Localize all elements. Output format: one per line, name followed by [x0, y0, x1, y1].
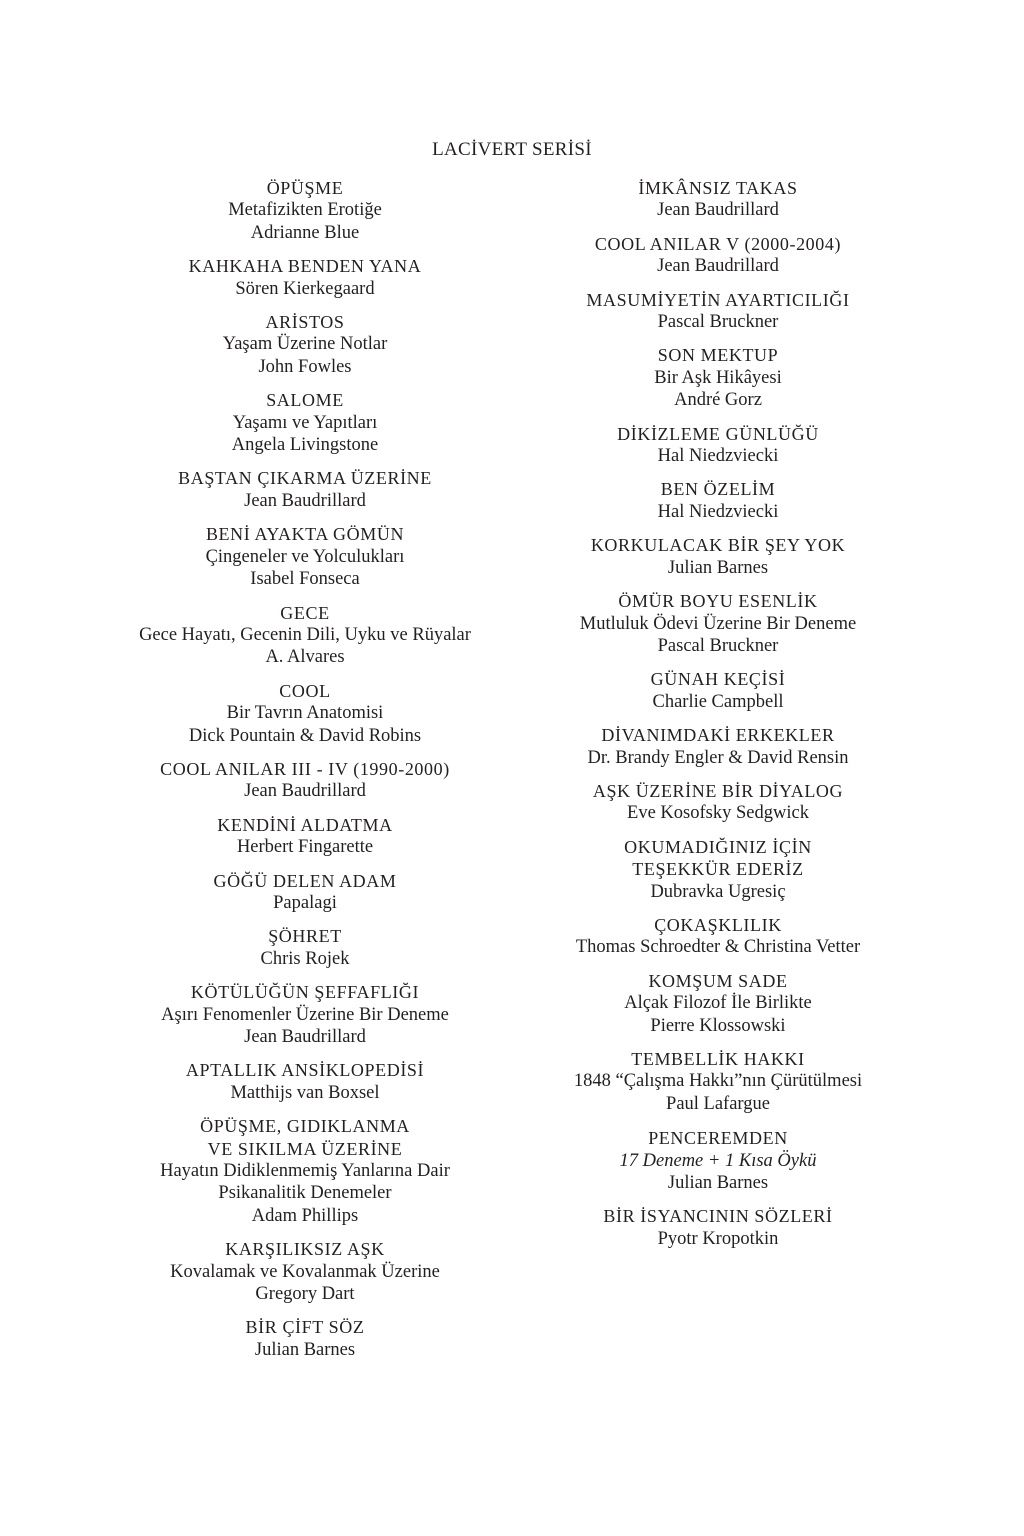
book-subtitle: Metafizikten Erotiğe	[228, 200, 382, 221]
book-author: André Gorz	[674, 390, 762, 411]
book-title: KAHKAHA BENDEN YANA	[188, 256, 422, 277]
book-author: Sören Kierkegaard	[235, 278, 375, 299]
book-subtitle: Psikanalitik Denemeler	[218, 1183, 392, 1204]
book-entry	[508, 233, 928, 278]
book-entry	[508, 478, 928, 523]
book-subtitle: Mutluluk Ödevi Üzerine Bir Deneme	[579, 613, 857, 634]
book-author: Chris Rojek	[260, 948, 350, 969]
book-subtitle: 17 Deneme + 1 Kısa Öykü	[619, 1150, 817, 1171]
book-entry	[95, 680, 515, 747]
book-entry	[508, 590, 928, 657]
book-entry	[95, 467, 515, 512]
book-entry	[95, 870, 515, 915]
book-entry	[508, 289, 928, 334]
book-title: DİVANIMDAKİ ERKEKLER	[601, 725, 835, 746]
book-author: Jean Baudrillard	[244, 1027, 366, 1047]
book-entry	[508, 344, 928, 411]
book-author: Angela Livingstone	[231, 435, 379, 456]
book-author: Dr. Brandy Engler & David Rensin	[587, 747, 849, 768]
book-author: Gregory Dart	[255, 1284, 355, 1305]
book-author: Pierre Klossowski	[650, 1015, 786, 1036]
book-author: A. Alvares	[265, 647, 345, 668]
book-author: Eve Kosofsky Sedgwick	[627, 803, 809, 824]
book-author: Matthijs van Boxsel	[230, 1082, 380, 1103]
book-title: COOL ANILAR V (2000-2004)	[594, 233, 842, 254]
book-title: GECE	[280, 602, 330, 623]
book-entry	[508, 836, 928, 903]
book-title: AŞK ÜZERİNE BİR DİYALOG	[592, 780, 844, 801]
book-title: OKUMADIĞINIZ İÇİN	[624, 836, 812, 857]
book-subtitle: Gece Hayatı, Gecenin Dili, Uyku ve Rüyalar	[139, 624, 471, 645]
book-author: Pascal Bruckner	[657, 635, 779, 656]
book-entry	[95, 758, 515, 803]
book-author: Thomas Schroedter & Christina Vetter	[575, 937, 861, 958]
book-entry	[95, 523, 515, 590]
book-title: GÜNAH KEÇİSİ	[650, 669, 786, 690]
book-entry	[508, 177, 928, 222]
book-author: Adrianne Blue	[250, 222, 360, 243]
book-author: Pyotr Kropotkin	[657, 1228, 779, 1249]
book-author: Hal Niedzviecki	[657, 501, 779, 522]
book-title: KARŞILIKSIZ AŞK	[225, 1239, 385, 1260]
book-title: KORKULACAK BİR ŞEY YOK	[590, 535, 846, 556]
book-entry	[508, 1048, 928, 1115]
book-title: MASUMİYETİN AYARTICILIĞI	[586, 289, 850, 310]
book-title: ÖMÜR BOYU ESENLİK	[618, 591, 818, 612]
book-entry	[508, 914, 928, 959]
book-title: SON MEKTUP	[657, 345, 779, 366]
book-author: Herbert Fingarette	[236, 837, 374, 858]
book-title: BAŞTAN ÇIKARMA ÜZERİNE	[178, 468, 432, 489]
book-author: Paul Lafargue	[666, 1093, 770, 1114]
book-subtitle: Hayatın Didiklenmemiş Yanlarına Dair	[160, 1161, 450, 1182]
book-title: DİKİZLEME GÜNLÜĞÜ	[617, 423, 819, 444]
book-entry	[95, 602, 515, 669]
book-author: Jean Baudrillard	[657, 200, 779, 221]
book-entry	[95, 255, 515, 300]
book-title: COOL	[279, 680, 331, 701]
book-author: Julian Barnes	[667, 557, 769, 578]
book-entry	[508, 668, 928, 713]
right-column	[508, 177, 928, 1261]
book-title: KENDİNİ ALDATMA	[217, 814, 393, 835]
book-title: SALOME	[266, 390, 344, 411]
book-title: BİR ÇİFT SÖZ	[245, 1317, 365, 1338]
book-author: Julian Barnes	[254, 1339, 356, 1360]
book-title: TEŞEKKÜR EDERİZ	[632, 859, 804, 880]
book-title: KOMŞUM SADE	[648, 970, 788, 991]
book-entry	[508, 724, 928, 769]
book-subtitle: Yaşamı ve Yapıtları	[232, 412, 378, 433]
book-author: Jean Baudrillard	[657, 256, 779, 277]
book-subtitle: Bir Aşk Hikâyesi	[654, 367, 782, 388]
book-title: ÇOKAŞKLILIK	[654, 914, 782, 935]
book-author: Adam Phillips	[251, 1205, 359, 1226]
book-author: Charlie Campbell	[652, 691, 784, 712]
book-title: KÖTÜLÜĞÜN ŞEFFAFLIĞI	[190, 982, 420, 1003]
book-title: GÖĞÜ DELEN ADAM	[213, 870, 397, 891]
book-subtitle: Yaşam Üzerine Notlar	[222, 334, 388, 355]
book-title: VE SIKILMA ÜZERİNE	[207, 1138, 403, 1159]
book-entry	[95, 177, 515, 244]
book-entry	[508, 1205, 928, 1250]
book-title: İMKÂNSIZ TAKAS	[638, 178, 798, 198]
book-entry	[508, 970, 928, 1037]
book-author: Jean Baudrillard	[244, 490, 366, 511]
book-author: John Fowles	[258, 356, 352, 377]
book-author: Papalagi	[273, 892, 337, 913]
book-title: APTALLIK ANSİKLOPEDİSİ	[185, 1060, 425, 1081]
book-author: Isabel Fonseca	[250, 569, 360, 590]
book-author: Julian Barnes	[667, 1173, 769, 1194]
book-title: ARİSTOS	[265, 312, 345, 333]
book-subtitle: Bir Tavrın Anatomisi	[226, 703, 384, 724]
book-title: PENCEREMDEN	[648, 1128, 788, 1149]
book-subtitle: 1848 “Çalışma Hakkı”nın Çürütülmesi	[573, 1071, 863, 1092]
book-entry	[95, 1238, 515, 1305]
book-author: Pascal Bruckner	[657, 312, 779, 333]
book-title: BİR İSYANCININ SÖZLERİ	[603, 1206, 833, 1227]
book-author: Jean Baudrillard	[244, 781, 366, 802]
book-author: Dubravka Ugresiç	[650, 881, 786, 902]
book-subtitle: Alçak Filozof İle Birlikte	[624, 993, 812, 1014]
book-entry	[95, 981, 515, 1048]
book-title: BENİ AYAKTA GÖMÜN	[205, 524, 405, 545]
book-entry	[95, 1059, 515, 1104]
book-author: Dick Pountain & David Robins	[188, 725, 422, 746]
book-entry	[508, 423, 928, 468]
left-column	[95, 177, 515, 1372]
book-entry	[95, 389, 515, 456]
book-author: Hal Niedzviecki	[657, 446, 779, 467]
book-title: COOL ANILAR III - IV (1990-2000)	[160, 758, 450, 779]
book-entry	[95, 814, 515, 859]
book-entry	[508, 534, 928, 579]
book-entry	[95, 311, 515, 378]
book-title: ÖPÜŞME, GIDIKLANMA	[200, 1116, 410, 1137]
book-title: TEMBELLİK HAKKI	[631, 1049, 805, 1069]
book-entry	[95, 925, 515, 970]
book-subtitle: Çingeneler ve Yolculukları	[205, 546, 405, 567]
book-entry	[95, 1316, 515, 1361]
book-subtitle: Aşırı Fenomenler Üzerine Bir Deneme	[161, 1004, 449, 1025]
book-title: ŞÖHRET	[268, 926, 342, 947]
book-title: ÖPÜŞME	[266, 178, 344, 198]
book-title: BEN ÖZELİM	[660, 479, 776, 500]
book-subtitle: Kovalamak ve Kovalanmak Üzerine	[170, 1261, 440, 1282]
book-entry	[508, 780, 928, 825]
series-title: LACİVERT SERİSİ	[432, 139, 592, 160]
book-entry	[95, 1115, 515, 1227]
book-entry	[508, 1127, 928, 1194]
